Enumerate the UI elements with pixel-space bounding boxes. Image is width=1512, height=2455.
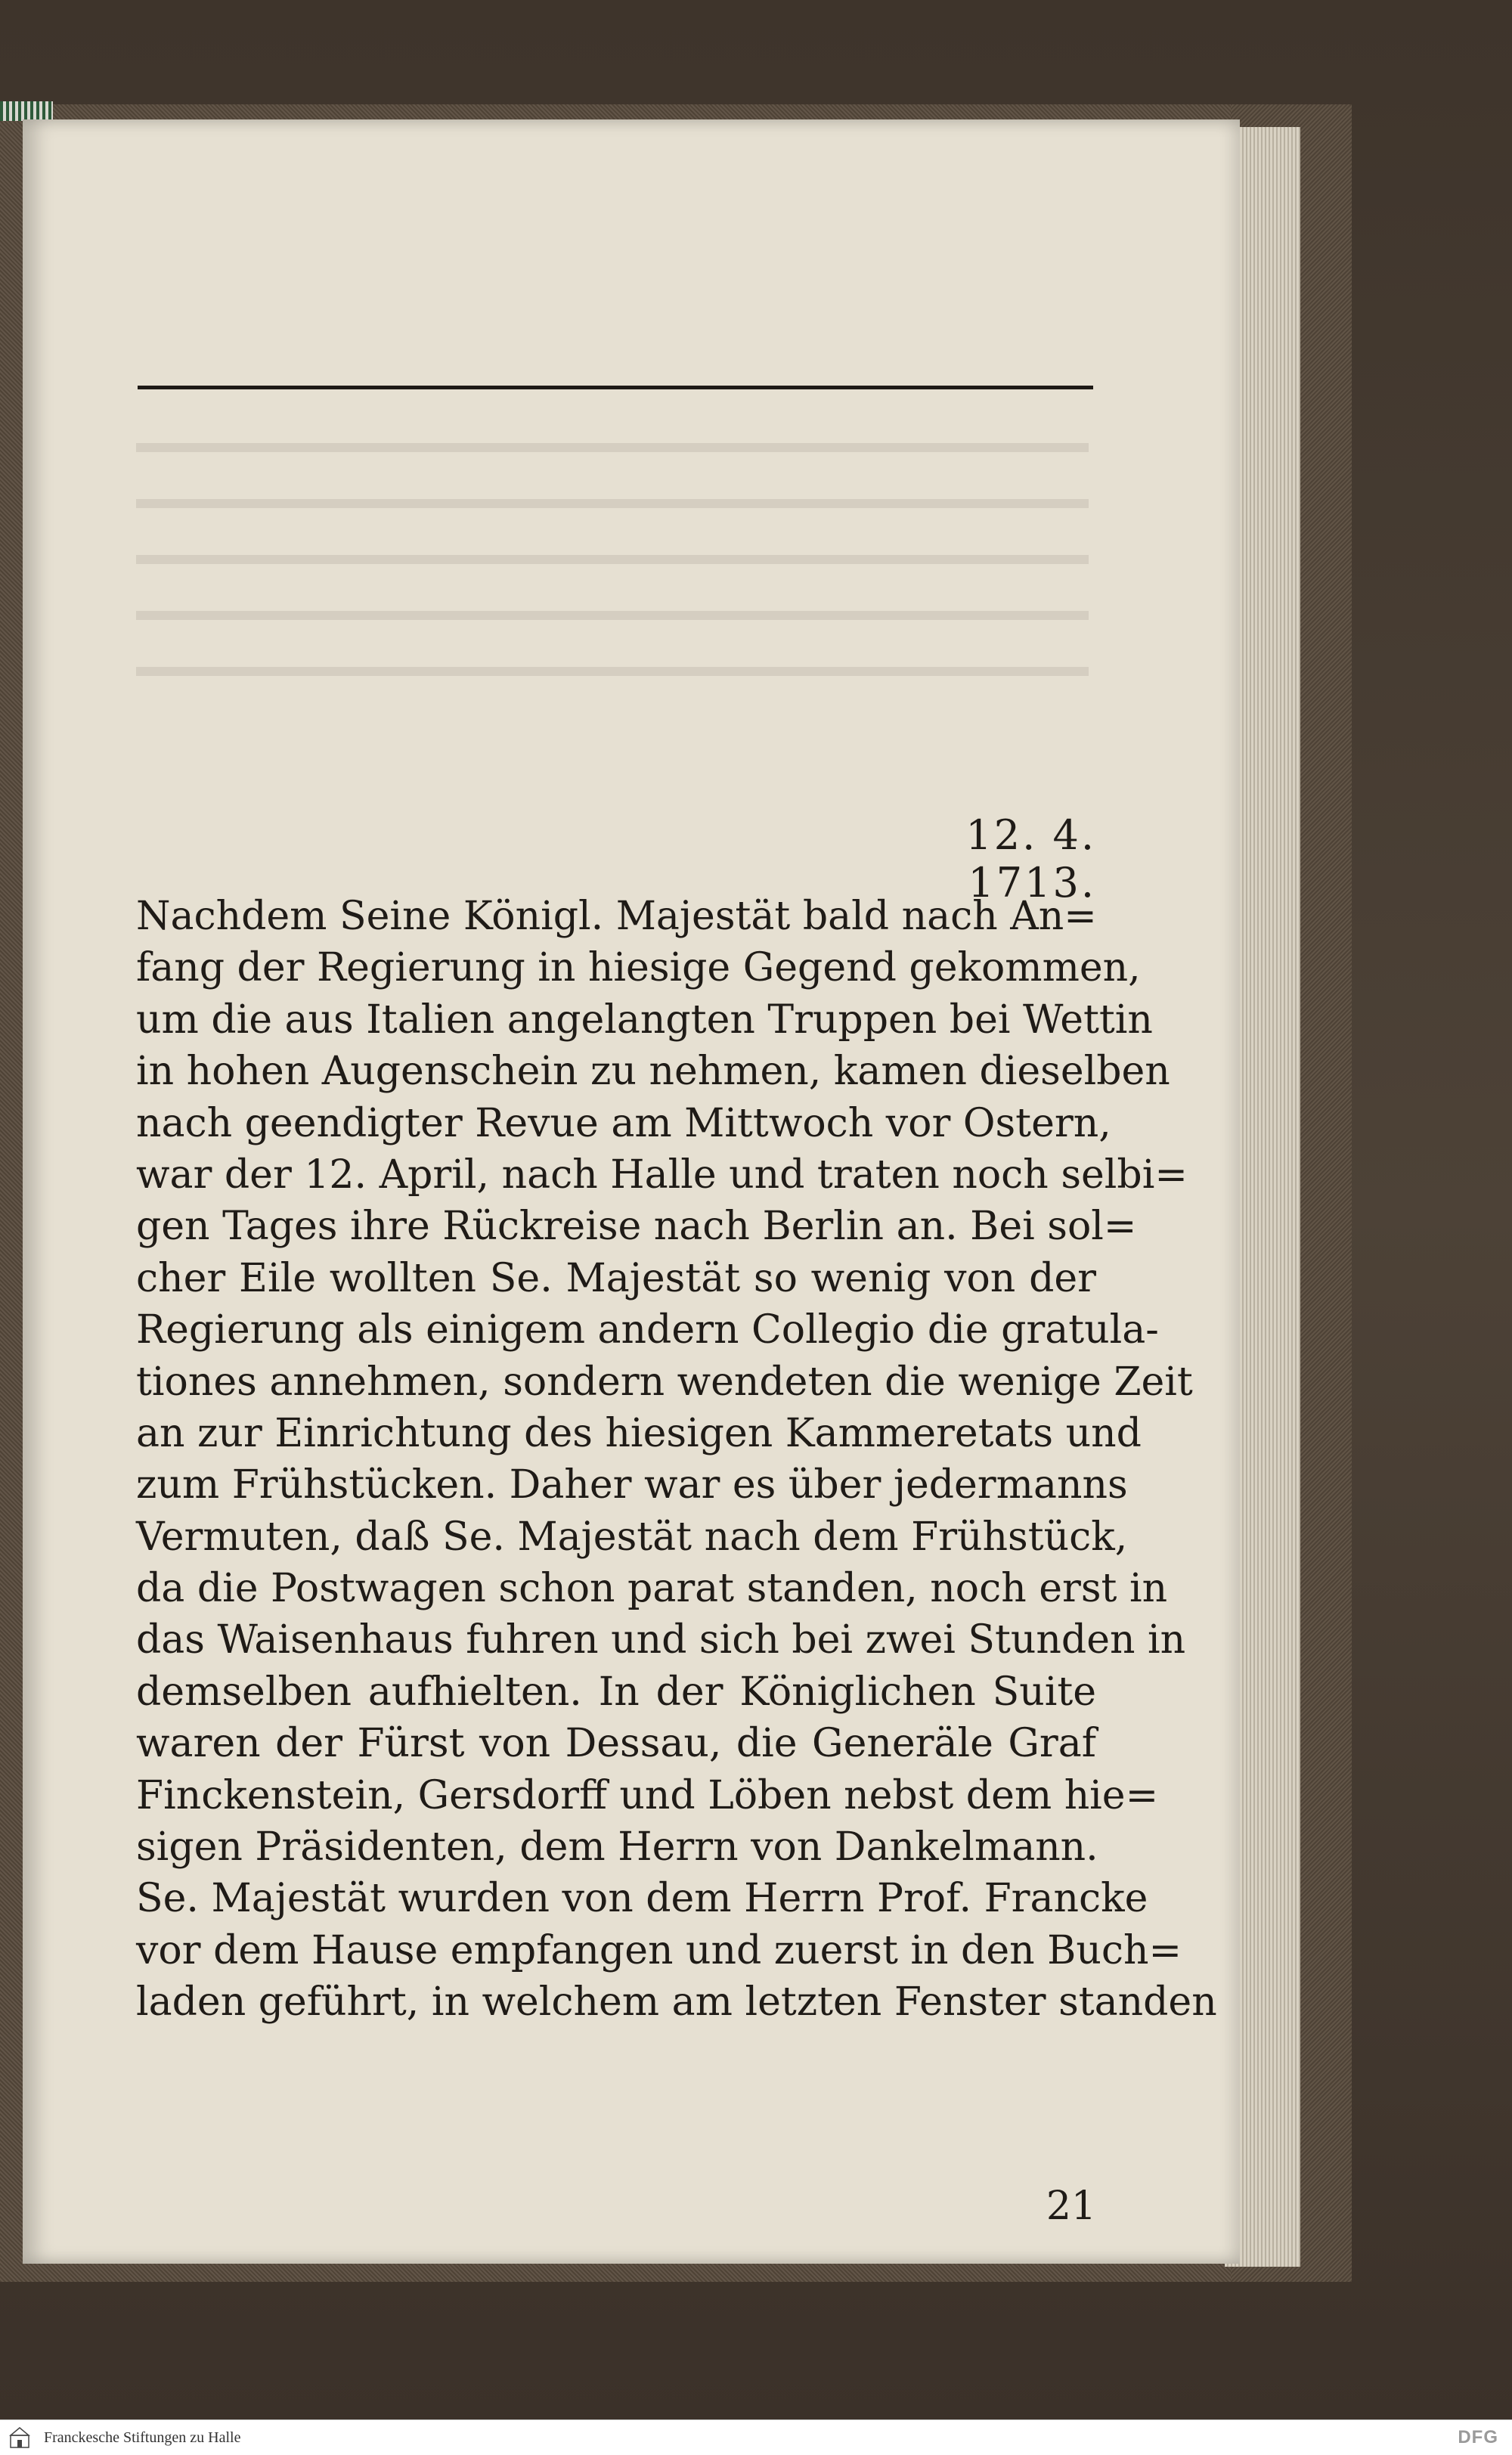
- date-heading: 12. 4. 1713.: [965, 811, 1096, 907]
- show-through-text: [136, 407, 1089, 709]
- text-line: um die aus Italien angelangten Truppen bei Wettin: [136, 997, 1153, 1043]
- institution-label: Franckesche Stiftungen zu Halle: [44, 2429, 241, 2446]
- page-number: 21: [1046, 2184, 1096, 2229]
- text-line: Nachdem Seine Königl. Majestät bald nach An=: [136, 894, 1097, 939]
- text-line: sigen Präsidenten, dem Herrn von Dankelmann.: [136, 1824, 1098, 1871]
- text-line: vor dem Hause empfangen und zuerst in den Buch=: [136, 1927, 1182, 1973]
- institution-logo-icon: [9, 2426, 30, 2449]
- text-line: war der 12. April, nach Halle und traten noch selbi=: [136, 1152, 1188, 1198]
- text-line: Se. Majestät wurden von dem Herrn Prof. Francke: [136, 1876, 1148, 1922]
- text-line: zum Frühstücken. Daher war es über jedermanns: [136, 1462, 1128, 1508]
- text-line: fang der Regierung in hiesige Gegend gekommen,: [136, 945, 1141, 991]
- text-line: laden geführt, in welchem am letzten Fenster standen: [136, 1979, 1217, 2026]
- bookmark-ribbon: [0, 101, 53, 121]
- text-line: cher Eile wollten Se. Majestät so wenig von der: [136, 1255, 1096, 1301]
- text-line: an zur Einrichtung des hiesigen Kammeretats und: [136, 1410, 1142, 1456]
- text-line: Vermuten, daß Se. Majestät nach dem Frühstück,: [136, 1514, 1128, 1560]
- text-line: da die Postwagen schon parat standen, noch erst in: [136, 1566, 1168, 1612]
- text-line: demselben aufhielten. In der Königlichen Suite: [136, 1669, 1096, 1715]
- text-line: das Waisenhaus fuhren und sich bei zwei Stunden in: [136, 1617, 1186, 1663]
- header-rule: [138, 386, 1093, 389]
- dfg-logo: DFG: [1458, 2427, 1498, 2447]
- text-line: in hohen Augenschein zu nehmen, kamen dieselben: [136, 1049, 1170, 1095]
- text-line: nach geendigter Revue am Mittwoch vor Ostern,: [136, 1100, 1111, 1146]
- text-line: Regierung als einigem andern Collegio die gratula-: [136, 1307, 1159, 1353]
- text-line: Finckenstein, Gersdorff und Löben nebst dem hie=: [136, 1772, 1159, 1818]
- text-line: waren der Fürst von Dessau, die Generäle Graf: [136, 1721, 1096, 1767]
- book-page: [23, 119, 1240, 2264]
- text-line: gen Tages ihre Rückreise nach Berlin an. Bei sol=: [136, 1204, 1137, 1250]
- body-text: [136, 891, 1217, 2029]
- viewer-footer: [0, 2419, 1512, 2455]
- text-line: tiones annehmen, sondern wendeten die wenige Zeit: [136, 1359, 1193, 1405]
